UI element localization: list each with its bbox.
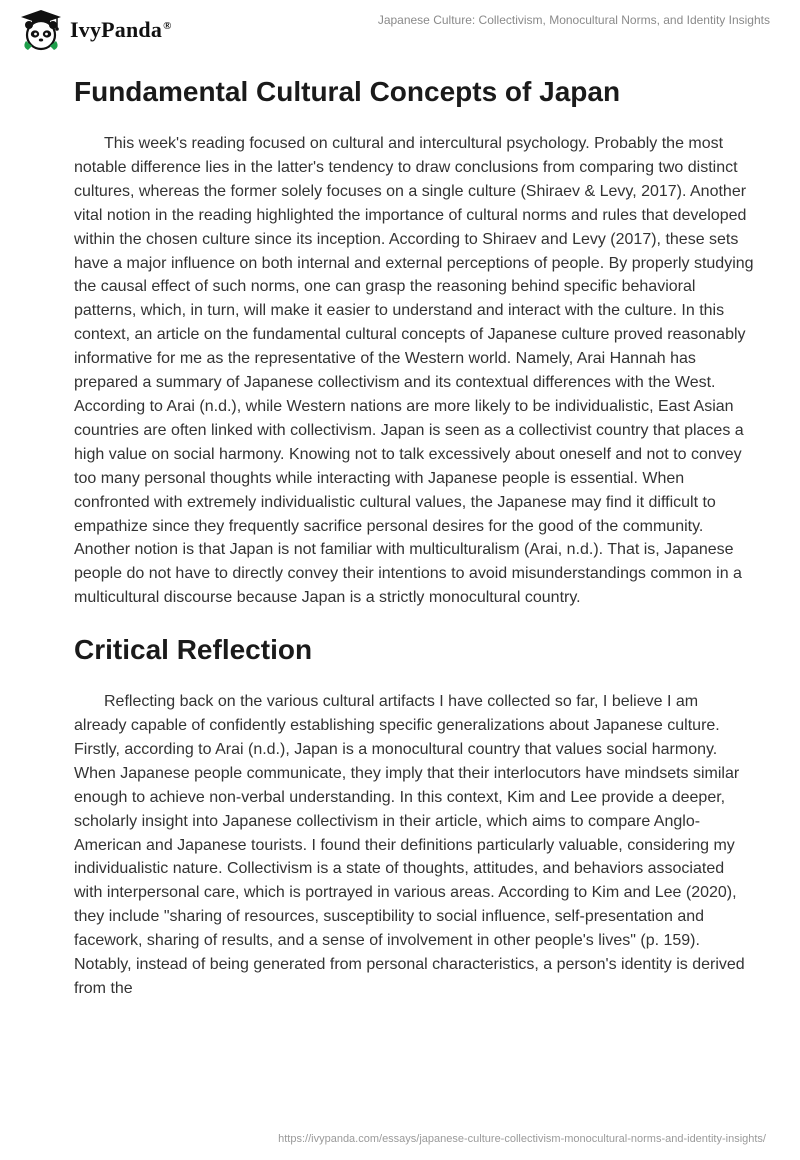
paragraph-critical-reflection: Reflecting back on the various cultural artifacts I have collected so far, I believe I am already capable of confidently establishing specific generalizations about Japanese culture. Firstly, according to Arai (n.d.), Japan is a monocultural country that values social harmony. When Japanese people communicate, they imply that their interlocutors have mindsets similar enough to achieve non-verbal understanding. In this context, Kim and Lee provide a deeper, scholarly insight into Japanese collectivism in their article, which aims to compare Anglo-American and Japanese tourists. I found their definitions particularly valuable, considering my individualistic nature. Collectivism is a state of thoughts, attitudes, and behaviors associated with interpersonal care, which is portrayed in various areas. According to Kim and Lee (2020), they include "sharing of resources, susceptibility to social influence, self-presentation and facework, sharing of results, and a sense of involvement in other people's lives" (p. 159). Notably, instead of being generated from personal characteristics, a person's identity is derived from the — [74, 693, 745, 997]
brand-logo[interactable] — [18, 8, 172, 52]
document-title: Japanese Culture: Collectivism, Monocultural Norms, and Identity Insights — [377, 13, 770, 27]
paragraph-fundamental-concepts: This week's reading focused on cultural and intercultural psychology. Probably the most notable difference lies in the latter's tendency to draw conclusions from comparing two distinct cultures, whereas the former solely focuses on a single culture (Shiraev & Levy, 2017). Another vital notion in the reading highlighted the importance of cultural norms and rules that developed within the chosen culture since its inception. According to Shiraev and Levy (2017), these sets have a major influence on both internal and external perceptions of people. By properly studying the causal effect of such norms, one can grasp the reasoning behind specific behavioral patterns, which, in turn, will make it easier to understand and interact with the culture. In this context, an article on the fundamental cultural concepts of Japanese culture proved reasonably informative for me as the representative of the Western world. Namely, Arai Hannah has prepared a summary of Japanese collectivism and its contextual differences with the West. According to Arai (n.d.), while Western nations are more likely to be individualistic, East Asian countries are often linked with collectivism. Japan is seen as a collectivist country that places a high value on social harmony. Knowing not to talk excessively about oneself and not to convey too many personal thoughts while interacting with Japanese people is essential. When confronted with extremely individualistic cultural values, the Japanese may find it difficult to empathize since they frequently sacrifice personal desires for the good of the community. Another notion is that Japan is not familiar with multiculturalism (Arai, n.d.). That is, Japanese people do not have to directly convey their intentions to avoid misunderstandings common in a multicultural discourse because Japan is a strictly monocultural country. — [74, 135, 754, 607]
section-heading-critical-reflection: Critical Reflection — [74, 634, 313, 666]
brand-name: IvyPanda® — [70, 17, 172, 42]
source-url[interactable]: https://ivypanda.com/essays/japanese-culture-collectivism-monocultural-norms-and-identity-insights/ — [278, 1133, 766, 1145]
section-heading-fundamental-concepts: Fundamental Cultural Concepts of Japan — [74, 76, 621, 107]
essay-content — [74, 70, 754, 1001]
panda-graduate-icon — [18, 8, 64, 52]
page-header — [0, 0, 800, 60]
